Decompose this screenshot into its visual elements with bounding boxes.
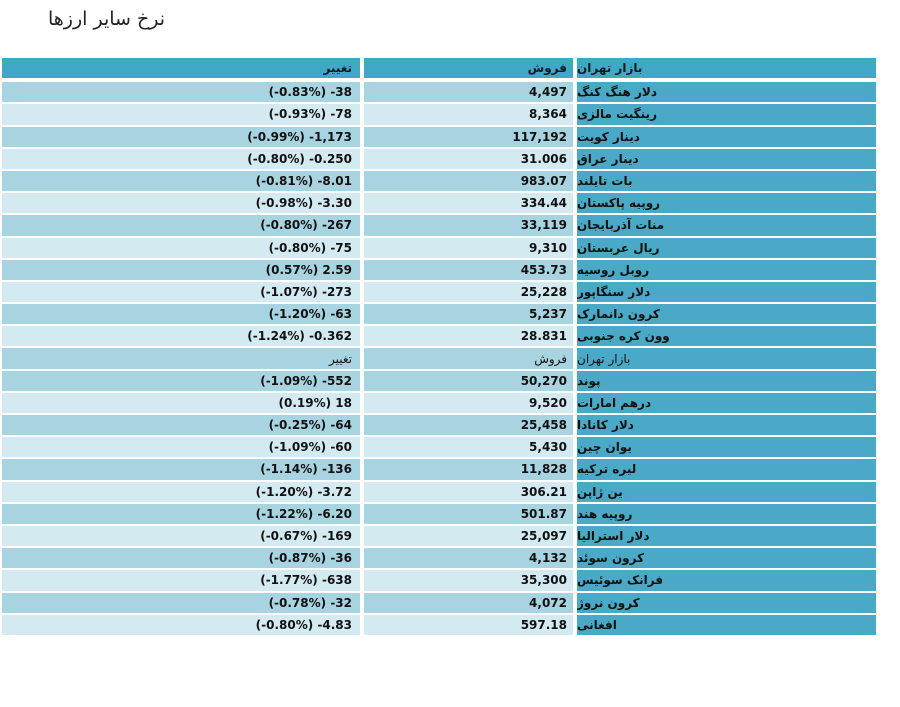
sell-cell: 983.07 [364, 171, 573, 191]
change-cell: (-0.83%) -38 [2, 82, 360, 102]
sell-column-subheader: فروش [364, 348, 573, 368]
table-row [2, 459, 876, 479]
change-cell: (-1.20%) -3.72 [2, 482, 360, 502]
sell-cell: 4,072 [364, 593, 573, 613]
table-row [2, 615, 876, 635]
currency-name-cell: ین ژاپن [577, 482, 876, 502]
table-row [2, 215, 876, 235]
change-column-subheader: تغییر [2, 348, 360, 368]
currency-name-cell: کرون سوئد [577, 548, 876, 568]
market-column-header: بازار تهران [577, 58, 876, 78]
currency-name-cell: بات تایلند [577, 171, 876, 191]
sell-cell: 11,828 [364, 459, 573, 479]
currency-name-cell: دینار کویت [577, 127, 876, 147]
currency-name-cell: پوند [577, 371, 876, 391]
change-cell: (-0.81%) -8.01 [2, 171, 360, 191]
change-cell: (-1.09%) -552 [2, 371, 360, 391]
table-row [2, 260, 876, 280]
currency-name-cell: یوان چین [577, 437, 876, 457]
change-cell: (-0.87%) -36 [2, 548, 360, 568]
sell-cell: 31.006 [364, 149, 573, 169]
currency-name-cell: کرون نروژ [577, 593, 876, 613]
change-cell: (-1.09%) -60 [2, 437, 360, 457]
change-cell: (-1.77%) -638 [2, 570, 360, 590]
change-cell: (-1.14%) -136 [2, 459, 360, 479]
sell-cell: 306.21 [364, 482, 573, 502]
currency-name-cell: روبل روسیه [577, 260, 876, 280]
change-cell: (-0.25%) -64 [2, 415, 360, 435]
sell-cell: 453.73 [364, 260, 573, 280]
table-row [2, 437, 876, 457]
currency-name-cell: افغانی [577, 615, 876, 635]
change-cell: (-0.80%) -4.83 [2, 615, 360, 635]
sell-cell: 25,097 [364, 526, 573, 546]
change-cell: (-0.78%) -32 [2, 593, 360, 613]
table-row [2, 171, 876, 191]
table-row [2, 526, 876, 546]
sell-cell: 5,237 [364, 304, 573, 324]
sell-cell: 8,364 [364, 104, 573, 124]
currency-name-cell: فرانک سوئیس [577, 570, 876, 590]
table-row [2, 326, 876, 346]
table-row [2, 504, 876, 524]
sell-cell: 5,430 [364, 437, 573, 457]
currency-name-cell: ریال عربستان [577, 238, 876, 258]
change-cell: (-1.20%) -63 [2, 304, 360, 324]
currency-name-cell: روپیه هند [577, 504, 876, 524]
currency-name-cell: دلار استرالیا [577, 526, 876, 546]
currency-name-cell: منات آذربایجان [577, 215, 876, 235]
table-row [2, 393, 876, 413]
currency-name-cell: رینگیت مالزی [577, 104, 876, 124]
table-subheader-row [2, 348, 876, 368]
change-cell: (-0.80%) -267 [2, 215, 360, 235]
table-row [2, 570, 876, 590]
table-row [2, 593, 876, 613]
sell-column-header: فروش [364, 58, 573, 78]
table-row [2, 193, 876, 213]
change-cell: (-1.07%) -273 [2, 282, 360, 302]
table-row [2, 282, 876, 302]
table-body-group-2 [2, 371, 876, 635]
sell-cell: 9,310 [364, 238, 573, 258]
table-row [2, 149, 876, 169]
sell-cell: 4,497 [364, 82, 573, 102]
currency-name-cell: دلار هنگ کنگ [577, 82, 876, 102]
sell-cell: 597.18 [364, 615, 573, 635]
table-body-group-1 [2, 82, 876, 346]
sell-cell: 28.831 [364, 326, 573, 346]
change-cell: (-0.99%) -1,173 [2, 127, 360, 147]
currency-name-cell: کرون دانمارک [577, 304, 876, 324]
change-column-header: تغییر [2, 58, 360, 78]
table-row [2, 127, 876, 147]
sell-cell: 35,300 [364, 570, 573, 590]
sell-cell: 501.87 [364, 504, 573, 524]
table-row [2, 548, 876, 568]
currency-name-cell: دلار کانادا [577, 415, 876, 435]
sell-cell: 9,520 [364, 393, 573, 413]
currency-name-cell: وون کره جنوبی [577, 326, 876, 346]
table-row [2, 238, 876, 258]
table-row [2, 371, 876, 391]
sell-cell: 334.44 [364, 193, 573, 213]
sell-cell: 117,192 [364, 127, 573, 147]
change-cell: (-0.98%) -3.30 [2, 193, 360, 213]
currency-name-cell: درهم امارات [577, 393, 876, 413]
change-cell: (0.57%) 2.59 [2, 260, 360, 280]
table-row [2, 304, 876, 324]
page-title: نرخ سایر ارزها [48, 8, 166, 30]
change-cell: (-1.22%) -6.20 [2, 504, 360, 524]
change-cell: (-1.24%) -0.362 [2, 326, 360, 346]
currency-name-cell: دینار عراق [577, 149, 876, 169]
market-column-subheader: بازار تهران [577, 348, 876, 368]
currency-name-cell: دلار سنگاپور [577, 282, 876, 302]
sell-cell: 25,228 [364, 282, 573, 302]
sell-cell: 25,458 [364, 415, 573, 435]
table-header-row [2, 58, 876, 78]
change-cell: (-0.80%) -75 [2, 238, 360, 258]
change-cell: (0.19%) 18 [2, 393, 360, 413]
change-cell: (-0.67%) -169 [2, 526, 360, 546]
currency-name-cell: روپیه پاکستان [577, 193, 876, 213]
currency-name-cell: لیره ترکیه [577, 459, 876, 479]
currency-rates-table [2, 58, 876, 637]
sell-cell: 4,132 [364, 548, 573, 568]
sell-cell: 33,119 [364, 215, 573, 235]
table-row [2, 482, 876, 502]
sell-cell: 50,270 [364, 371, 573, 391]
change-cell: (-0.80%) -0.250 [2, 149, 360, 169]
table-row [2, 415, 876, 435]
change-cell: (-0.93%) -78 [2, 104, 360, 124]
table-row [2, 104, 876, 124]
table-row [2, 82, 876, 102]
